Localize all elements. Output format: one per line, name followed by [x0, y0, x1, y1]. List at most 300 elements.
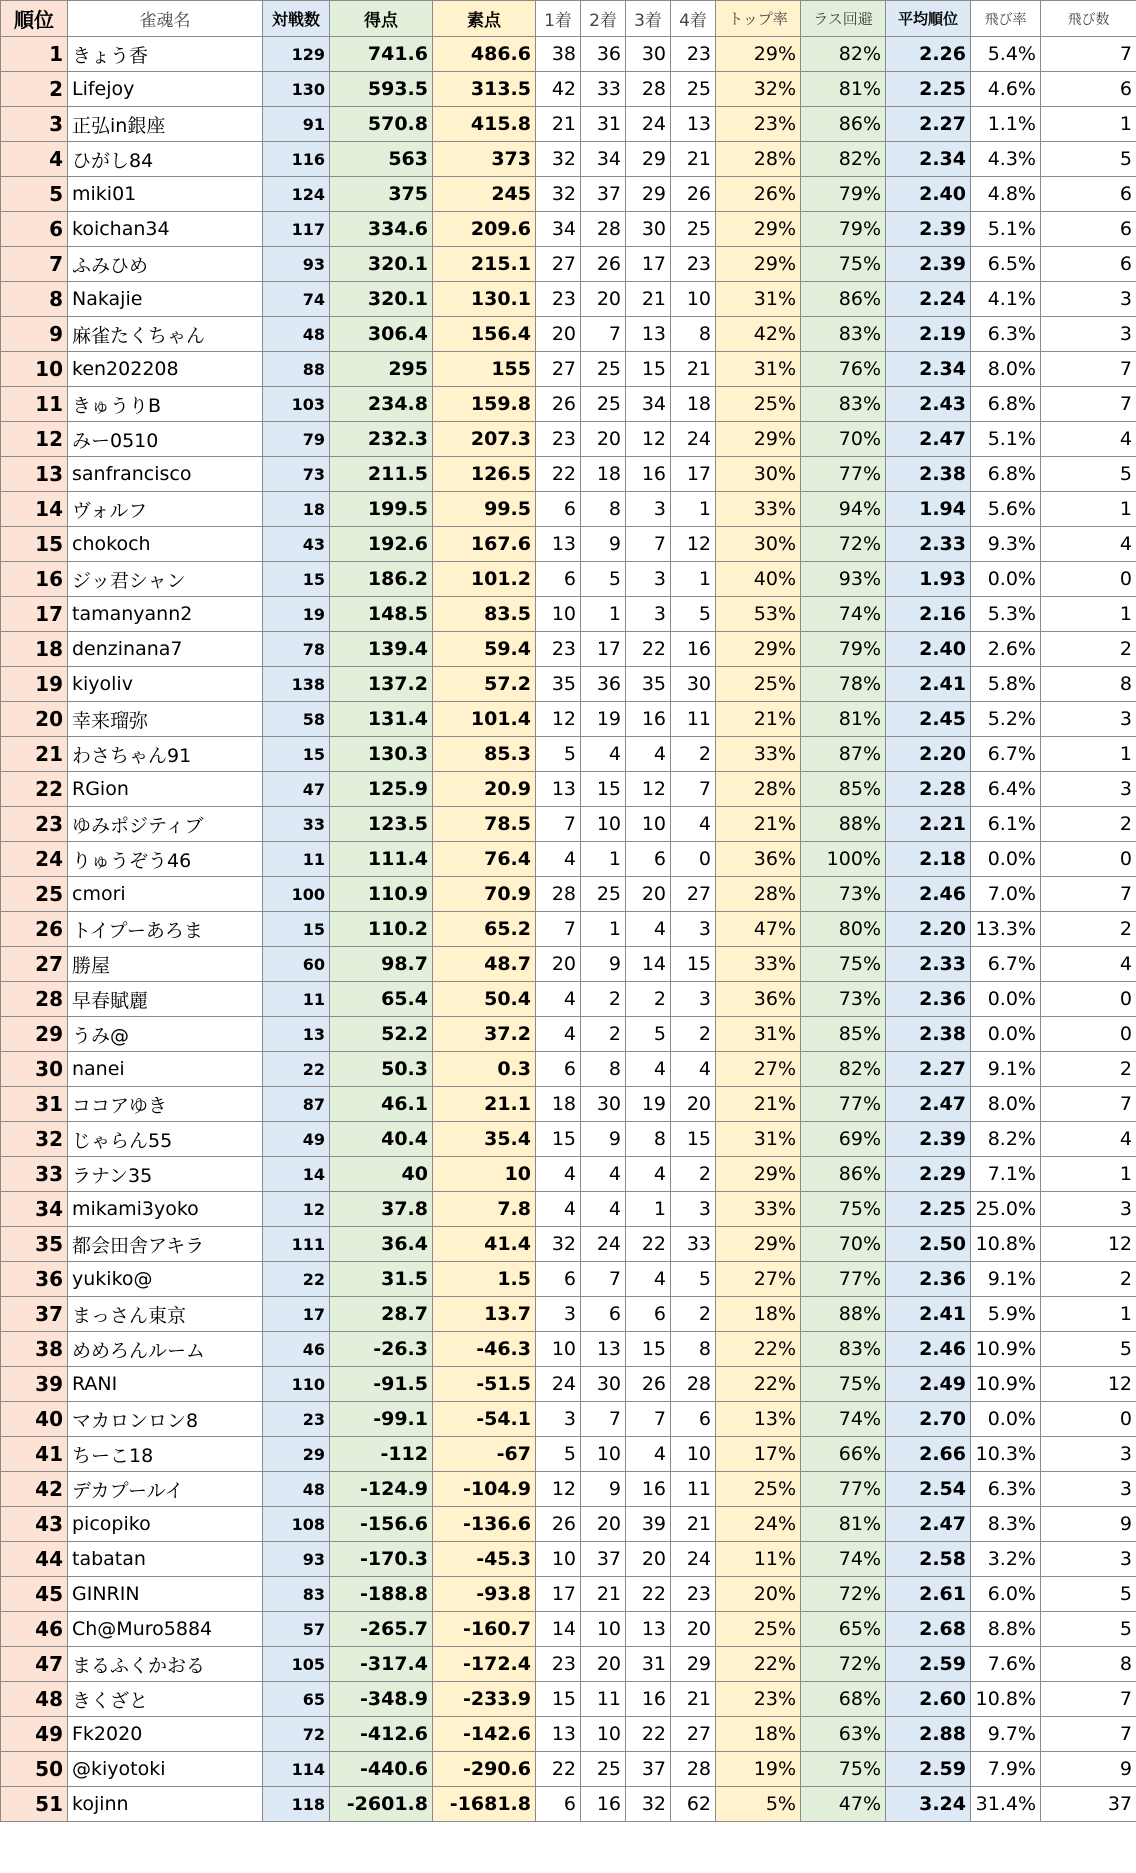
cell-rank: 46: [1, 1612, 68, 1647]
cell-raw-score: -142.6: [433, 1717, 536, 1752]
cell-name: じゃらん55: [68, 1122, 263, 1157]
cell-first: 20: [536, 947, 581, 982]
cell-fourth: 25: [671, 212, 716, 247]
cell-first: 4: [536, 1017, 581, 1052]
cell-games: 57: [263, 1612, 330, 1647]
cell-avg-rank: 2.43: [886, 387, 971, 422]
cell-first: 18: [536, 1087, 581, 1122]
cell-bust-rate: 6.7%: [971, 737, 1041, 772]
cell-raw-score: -104.9: [433, 1472, 536, 1507]
cell-bust-count: 5: [1041, 1577, 1136, 1612]
table-row: [1, 247, 1136, 282]
cell-games: 87: [263, 1087, 330, 1122]
cell-score: 111.4: [330, 842, 433, 877]
cell-bust-count: 3: [1041, 1472, 1136, 1507]
cell-second: 21: [581, 1577, 626, 1612]
cell-last-avoid: 93%: [801, 562, 886, 597]
cell-bust-rate: 5.6%: [971, 492, 1041, 527]
cell-third: 4: [626, 912, 671, 947]
cell-third: 3: [626, 597, 671, 632]
cell-third: 21: [626, 282, 671, 317]
cell-last-avoid: 70%: [801, 422, 886, 457]
cell-avg-rank: 1.93: [886, 562, 971, 597]
cell-last-avoid: 72%: [801, 1577, 886, 1612]
cell-first: 15: [536, 1122, 581, 1157]
cell-last-avoid: 82%: [801, 1052, 886, 1087]
cell-raw-score: 99.5: [433, 492, 536, 527]
table-row: [1, 1227, 1136, 1262]
cell-bust-rate: 5.1%: [971, 212, 1041, 247]
cell-fourth: 20: [671, 1612, 716, 1647]
cell-top-rate: 40%: [716, 562, 801, 597]
cell-fourth: 25: [671, 72, 716, 107]
table-row: [1, 1647, 1136, 1682]
table-row: [1, 1682, 1136, 1717]
cell-bust-count: 3: [1041, 1192, 1136, 1227]
cell-score: 110.9: [330, 877, 433, 912]
cell-name: マカロンロン8: [68, 1402, 263, 1437]
table-row: [1, 1787, 1136, 1822]
cell-avg-rank: 2.38: [886, 1017, 971, 1052]
cell-score: 306.4: [330, 317, 433, 352]
cell-third: 12: [626, 772, 671, 807]
cell-rank: 38: [1, 1332, 68, 1367]
cell-rank: 24: [1, 842, 68, 877]
cell-avg-rank: 2.47: [886, 1087, 971, 1122]
cell-avg-rank: 2.41: [886, 667, 971, 702]
cell-second: 28: [581, 212, 626, 247]
cell-bust-count: 1: [1041, 107, 1136, 142]
cell-score: -2601.8: [330, 1787, 433, 1822]
cell-name: まるふくかおる: [68, 1647, 263, 1682]
cell-avg-rank: 2.36: [886, 1262, 971, 1297]
cell-rank: 31: [1, 1087, 68, 1122]
cell-top-rate: 31%: [716, 352, 801, 387]
cell-score: -99.1: [330, 1402, 433, 1437]
cell-games: 88: [263, 352, 330, 387]
cell-raw-score: 156.4: [433, 317, 536, 352]
cell-fourth: 23: [671, 1577, 716, 1612]
cell-score: 320.1: [330, 247, 433, 282]
cell-rank: 39: [1, 1367, 68, 1402]
cell-third: 4: [626, 1157, 671, 1192]
cell-bust-count: 3: [1041, 702, 1136, 737]
cell-bust-rate: 4.6%: [971, 72, 1041, 107]
cell-avg-rank: 2.46: [886, 877, 971, 912]
cell-bust-rate: 0.0%: [971, 842, 1041, 877]
cell-raw-score: 76.4: [433, 842, 536, 877]
cell-bust-rate: 8.0%: [971, 1087, 1041, 1122]
cell-rank: 34: [1, 1192, 68, 1227]
table-row: [1, 1052, 1136, 1087]
cell-second: 4: [581, 1192, 626, 1227]
cell-bust-count: 7: [1041, 1087, 1136, 1122]
cell-third: 22: [626, 1227, 671, 1262]
cell-name: ちーこ18: [68, 1437, 263, 1472]
header-last-avoid: ラス回避: [801, 1, 886, 37]
cell-avg-rank: 2.39: [886, 247, 971, 282]
cell-bust-count: 12: [1041, 1367, 1136, 1402]
cell-rank: 44: [1, 1542, 68, 1577]
cell-third: 4: [626, 737, 671, 772]
cell-fourth: 21: [671, 1507, 716, 1542]
table-row: [1, 387, 1136, 422]
cell-raw-score: 209.6: [433, 212, 536, 247]
cell-score: 36.4: [330, 1227, 433, 1262]
cell-first: 13: [536, 527, 581, 562]
cell-rank: 19: [1, 667, 68, 702]
cell-score: -170.3: [330, 1542, 433, 1577]
cell-third: 35: [626, 667, 671, 702]
cell-bust-count: 5: [1041, 1332, 1136, 1367]
cell-games: 79: [263, 422, 330, 457]
cell-bust-rate: 7.1%: [971, 1157, 1041, 1192]
cell-raw-score: 126.5: [433, 457, 536, 492]
cell-second: 11: [581, 1682, 626, 1717]
cell-games: 108: [263, 1507, 330, 1542]
cell-top-rate: 32%: [716, 72, 801, 107]
cell-last-avoid: 79%: [801, 212, 886, 247]
cell-rank: 9: [1, 317, 68, 352]
cell-third: 26: [626, 1367, 671, 1402]
cell-second: 2: [581, 982, 626, 1017]
cell-rank: 8: [1, 282, 68, 317]
cell-bust-count: 2: [1041, 807, 1136, 842]
cell-last-avoid: 68%: [801, 1682, 886, 1717]
cell-name: きょう香: [68, 37, 263, 72]
cell-first: 21: [536, 107, 581, 142]
cell-last-avoid: 82%: [801, 37, 886, 72]
cell-last-avoid: 88%: [801, 807, 886, 842]
cell-first: 10: [536, 597, 581, 632]
cell-last-avoid: 88%: [801, 1297, 886, 1332]
cell-raw-score: -1681.8: [433, 1787, 536, 1822]
cell-avg-rank: 2.68: [886, 1612, 971, 1647]
table-row: [1, 212, 1136, 247]
cell-bust-rate: 9.1%: [971, 1262, 1041, 1297]
cell-score: 192.6: [330, 527, 433, 562]
cell-bust-rate: 6.0%: [971, 1577, 1041, 1612]
cell-games: 33: [263, 807, 330, 842]
cell-avg-rank: 2.33: [886, 527, 971, 562]
cell-score: 232.3: [330, 422, 433, 457]
cell-first: 34: [536, 212, 581, 247]
cell-games: 93: [263, 1542, 330, 1577]
cell-fourth: 6: [671, 1402, 716, 1437]
cell-bust-count: 4: [1041, 422, 1136, 457]
header-fourth: 4着: [671, 1, 716, 37]
cell-games: 93: [263, 247, 330, 282]
cell-fourth: 21: [671, 142, 716, 177]
cell-name: picopiko: [68, 1507, 263, 1542]
cell-top-rate: 25%: [716, 387, 801, 422]
cell-bust-count: 4: [1041, 947, 1136, 982]
cell-avg-rank: 2.47: [886, 1507, 971, 1542]
cell-top-rate: 23%: [716, 107, 801, 142]
cell-name: denzinana7: [68, 632, 263, 667]
table-row: [1, 772, 1136, 807]
cell-fourth: 15: [671, 1122, 716, 1157]
cell-second: 2: [581, 1017, 626, 1052]
cell-score: 50.3: [330, 1052, 433, 1087]
cell-games: 18: [263, 492, 330, 527]
cell-bust-count: 3: [1041, 772, 1136, 807]
cell-top-rate: 28%: [716, 877, 801, 912]
cell-third: 14: [626, 947, 671, 982]
cell-top-rate: 33%: [716, 947, 801, 982]
cell-bust-count: 0: [1041, 562, 1136, 597]
cell-bust-rate: 6.3%: [971, 317, 1041, 352]
cell-first: 6: [536, 1787, 581, 1822]
cell-games: 138: [263, 667, 330, 702]
cell-games: 100: [263, 877, 330, 912]
cell-games: 13: [263, 1017, 330, 1052]
cell-name: GINRIN: [68, 1577, 263, 1612]
cell-name: みー0510: [68, 422, 263, 457]
cell-rank: 4: [1, 142, 68, 177]
cell-first: 6: [536, 1052, 581, 1087]
cell-third: 22: [626, 1577, 671, 1612]
cell-last-avoid: 63%: [801, 1717, 886, 1752]
cell-name: デカプールイ: [68, 1472, 263, 1507]
cell-second: 30: [581, 1087, 626, 1122]
cell-games: 83: [263, 1577, 330, 1612]
cell-last-avoid: 74%: [801, 597, 886, 632]
cell-rank: 35: [1, 1227, 68, 1262]
table-row: [1, 1542, 1136, 1577]
header-score: 得点: [330, 1, 433, 37]
cell-score: -440.6: [330, 1752, 433, 1787]
cell-avg-rank: 2.20: [886, 912, 971, 947]
cell-raw-score: 85.3: [433, 737, 536, 772]
cell-name: まっさん東京: [68, 1297, 263, 1332]
table-row: [1, 282, 1136, 317]
cell-rank: 26: [1, 912, 68, 947]
cell-last-avoid: 75%: [801, 947, 886, 982]
cell-first: 6: [536, 562, 581, 597]
cell-bust-count: 7: [1041, 387, 1136, 422]
cell-second: 18: [581, 457, 626, 492]
cell-bust-count: 1: [1041, 1157, 1136, 1192]
cell-raw-score: 10: [433, 1157, 536, 1192]
cell-first: 4: [536, 1192, 581, 1227]
cell-games: 114: [263, 1752, 330, 1787]
cell-raw-score: 159.8: [433, 387, 536, 422]
cell-score: 130.3: [330, 737, 433, 772]
cell-score: 741.6: [330, 37, 433, 72]
cell-raw-score: -51.5: [433, 1367, 536, 1402]
cell-bust-count: 7: [1041, 1717, 1136, 1752]
cell-avg-rank: 2.33: [886, 947, 971, 982]
cell-name: tamanyann2: [68, 597, 263, 632]
cell-games: 48: [263, 317, 330, 352]
cell-third: 16: [626, 457, 671, 492]
cell-first: 4: [536, 842, 581, 877]
cell-name: Nakajie: [68, 282, 263, 317]
cell-first: 6: [536, 492, 581, 527]
cell-games: 48: [263, 1472, 330, 1507]
cell-first: 22: [536, 1752, 581, 1787]
cell-bust-rate: 5.3%: [971, 597, 1041, 632]
cell-name: きゅうりB: [68, 387, 263, 422]
cell-second: 5: [581, 562, 626, 597]
cell-name: わさちゃん91: [68, 737, 263, 772]
cell-second: 31: [581, 107, 626, 142]
cell-games: 91: [263, 107, 330, 142]
cell-last-avoid: 69%: [801, 1122, 886, 1157]
cell-last-avoid: 94%: [801, 492, 886, 527]
cell-fourth: 1: [671, 492, 716, 527]
cell-bust-rate: 10.3%: [971, 1437, 1041, 1472]
cell-third: 24: [626, 107, 671, 142]
cell-top-rate: 18%: [716, 1297, 801, 1332]
header-first: 1着: [536, 1, 581, 37]
cell-top-rate: 33%: [716, 737, 801, 772]
cell-bust-rate: 10.9%: [971, 1367, 1041, 1402]
cell-third: 32: [626, 1787, 671, 1822]
cell-first: 23: [536, 632, 581, 667]
cell-score: 37.8: [330, 1192, 433, 1227]
cell-avg-rank: 2.21: [886, 807, 971, 842]
cell-fourth: 1: [671, 562, 716, 597]
cell-bust-rate: 4.1%: [971, 282, 1041, 317]
cell-last-avoid: 80%: [801, 912, 886, 947]
cell-name: 麻雀たくちゃん: [68, 317, 263, 352]
cell-top-rate: 30%: [716, 457, 801, 492]
cell-first: 12: [536, 702, 581, 737]
cell-first: 5: [536, 1437, 581, 1472]
cell-name: ふみひめ: [68, 247, 263, 282]
cell-second: 25: [581, 352, 626, 387]
header-raw-score: 素点: [433, 1, 536, 37]
cell-bust-rate: 1.1%: [971, 107, 1041, 142]
cell-bust-rate: 0.0%: [971, 562, 1041, 597]
cell-raw-score: 486.6: [433, 37, 536, 72]
cell-third: 20: [626, 1542, 671, 1577]
table-row: [1, 527, 1136, 562]
cell-first: 4: [536, 1157, 581, 1192]
cell-fourth: 24: [671, 1542, 716, 1577]
cell-rank: 29: [1, 1017, 68, 1052]
cell-games: 29: [263, 1437, 330, 1472]
cell-raw-score: 13.7: [433, 1297, 536, 1332]
cell-score: 31.5: [330, 1262, 433, 1297]
cell-bust-rate: 3.2%: [971, 1542, 1041, 1577]
cell-raw-score: 313.5: [433, 72, 536, 107]
cell-top-rate: 5%: [716, 1787, 801, 1822]
cell-bust-rate: 9.1%: [971, 1052, 1041, 1087]
cell-raw-score: -136.6: [433, 1507, 536, 1542]
cell-last-avoid: 77%: [801, 1262, 886, 1297]
cell-top-rate: 27%: [716, 1262, 801, 1297]
cell-first: 23: [536, 282, 581, 317]
cell-second: 33: [581, 72, 626, 107]
cell-second: 26: [581, 247, 626, 282]
cell-last-avoid: 72%: [801, 1647, 886, 1682]
cell-bust-rate: 9.7%: [971, 1717, 1041, 1752]
cell-raw-score: 20.9: [433, 772, 536, 807]
cell-last-avoid: 87%: [801, 737, 886, 772]
cell-top-rate: 19%: [716, 1752, 801, 1787]
header-name: 雀魂名: [68, 1, 263, 37]
cell-games: 12: [263, 1192, 330, 1227]
cell-top-rate: 22%: [716, 1332, 801, 1367]
cell-second: 20: [581, 422, 626, 457]
cell-bust-rate: 6.8%: [971, 457, 1041, 492]
cell-bust-count: 5: [1041, 142, 1136, 177]
cell-bust-rate: 5.2%: [971, 702, 1041, 737]
cell-top-rate: 13%: [716, 1402, 801, 1437]
cell-games: 11: [263, 842, 330, 877]
cell-raw-score: 1.5: [433, 1262, 536, 1297]
cell-fourth: 2: [671, 1157, 716, 1192]
cell-last-avoid: 83%: [801, 317, 886, 352]
cell-second: 7: [581, 1402, 626, 1437]
cell-rank: 3: [1, 107, 68, 142]
cell-games: 65: [263, 1682, 330, 1717]
cell-fourth: 33: [671, 1227, 716, 1262]
cell-fourth: 0: [671, 842, 716, 877]
cell-last-avoid: 72%: [801, 527, 886, 562]
cell-first: 26: [536, 1507, 581, 1542]
cell-top-rate: 25%: [716, 1472, 801, 1507]
table-row: [1, 107, 1136, 142]
cell-raw-score: 0.3: [433, 1052, 536, 1087]
cell-rank: 33: [1, 1157, 68, 1192]
cell-avg-rank: 2.39: [886, 1122, 971, 1157]
cell-avg-rank: 2.28: [886, 772, 971, 807]
cell-games: 73: [263, 457, 330, 492]
cell-bust-rate: 6.1%: [971, 807, 1041, 842]
cell-rank: 25: [1, 877, 68, 912]
cell-avg-rank: 2.24: [886, 282, 971, 317]
cell-avg-rank: 2.46: [886, 1332, 971, 1367]
cell-bust-count: 4: [1041, 1122, 1136, 1157]
cell-rank: 28: [1, 982, 68, 1017]
cell-third: 4: [626, 1262, 671, 1297]
cell-top-rate: 23%: [716, 1682, 801, 1717]
cell-top-rate: 29%: [716, 422, 801, 457]
table-row: [1, 492, 1136, 527]
cell-games: 22: [263, 1262, 330, 1297]
cell-games: 116: [263, 142, 330, 177]
cell-fourth: 3: [671, 982, 716, 1017]
cell-bust-rate: 4.3%: [971, 142, 1041, 177]
cell-second: 15: [581, 772, 626, 807]
cell-first: 42: [536, 72, 581, 107]
cell-name: ココアゆき: [68, 1087, 263, 1122]
cell-top-rate: 24%: [716, 1507, 801, 1542]
cell-score: 123.5: [330, 807, 433, 842]
cell-raw-score: 59.4: [433, 632, 536, 667]
cell-name: うみ@: [68, 1017, 263, 1052]
cell-bust-count: 2: [1041, 1052, 1136, 1087]
cell-bust-rate: 0.0%: [971, 1402, 1041, 1437]
cell-raw-score: 57.2: [433, 667, 536, 702]
cell-name: Ch@Muro5884: [68, 1612, 263, 1647]
cell-top-rate: 31%: [716, 282, 801, 317]
cell-raw-score: 101.4: [433, 702, 536, 737]
cell-first: 38: [536, 37, 581, 72]
cell-rank: 6: [1, 212, 68, 247]
cell-fourth: 30: [671, 667, 716, 702]
cell-avg-rank: 2.66: [886, 1437, 971, 1472]
cell-name: RANI: [68, 1367, 263, 1402]
cell-games: 124: [263, 177, 330, 212]
table-row: [1, 1087, 1136, 1122]
cell-name: ken202208: [68, 352, 263, 387]
cell-last-avoid: 47%: [801, 1787, 886, 1822]
